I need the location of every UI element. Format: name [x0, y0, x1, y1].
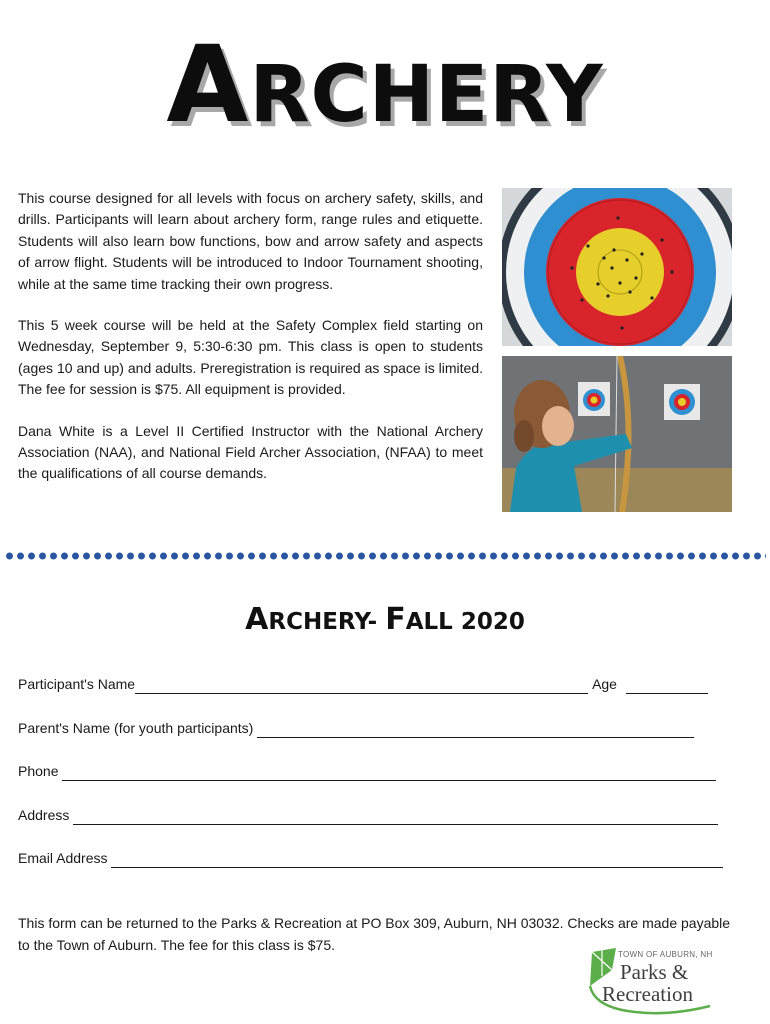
- participant-name-label: Participant's Name: [18, 676, 136, 692]
- form-title-part: RCHERY-: [268, 609, 386, 635]
- email-field[interactable]: [111, 852, 723, 868]
- phone-row: [18, 761, 716, 781]
- title-rest: RCHERY: [249, 50, 604, 140]
- form-title-part: ALL 2020: [405, 609, 525, 635]
- logo-line-1: Parks &: [620, 960, 689, 984]
- page-title: [0, 20, 770, 160]
- email-row: [18, 848, 723, 868]
- return-instructions: This form can be returned to the Parks & Recreation at PO Box 309, Auburn, NH 03032. Checks are made payable to the Town of Auburn. The fee for this class is $75.: [18, 915, 731, 953]
- archer-image: [502, 356, 732, 512]
- address-label: Address: [18, 807, 70, 823]
- phone-label: Phone: [18, 763, 59, 779]
- age-field[interactable]: [626, 678, 708, 694]
- age-label: Age: [592, 676, 617, 692]
- phone-field[interactable]: [62, 765, 716, 781]
- description-paragraph-1: This course designed for all levels with focus on archery safety, skills, and drills. Participants will learn about archery form, range rules and etiquette. Students will also learn bow functions, bow and arrow safety and aspects of arrow flight. Students will be introduced to Indoor Tournament shooting, while at the same time tracking their own progress.: [18, 190, 483, 292]
- form-title-part: A: [245, 602, 269, 637]
- course-description: [18, 188, 483, 505]
- description-paragraph-2: This 5 week course will be held at the Safety Complex field starting on Wednesday, September 9, 5:30-6:30 pm. This class is open to students (ages 10 and up) and adults. Preregistration is required as space is limited. The fee for session is $75. All equipment is provided.: [18, 317, 483, 398]
- form-title-part: F: [385, 602, 406, 637]
- email-label: Email Address: [18, 850, 108, 866]
- description-paragraph-3: Dana White is a Level II Certified Instructor with the National Archery Association (NAA), and National Field Archer Association, (NFAA) to meet the qualifications of all course demands.: [18, 422, 483, 482]
- title-initial: A: [166, 23, 250, 146]
- dotted-divider: [4, 548, 766, 564]
- logo-town: TOWN OF AUBURN, NH: [618, 950, 713, 959]
- parent-name-field[interactable]: [257, 722, 694, 738]
- archery-target-image: [502, 188, 732, 346]
- participant-name-field[interactable]: [135, 678, 588, 694]
- address-row: [18, 805, 718, 825]
- logo-line-2: Recreation: [602, 982, 693, 1006]
- participant-row: [18, 674, 708, 694]
- address-field[interactable]: [73, 809, 718, 825]
- form-title: [0, 598, 770, 644]
- parks-recreation-logo: [582, 946, 732, 1020]
- parent-row: [18, 718, 694, 738]
- parent-name-label: Parent's Name (for youth participants): [18, 720, 254, 736]
